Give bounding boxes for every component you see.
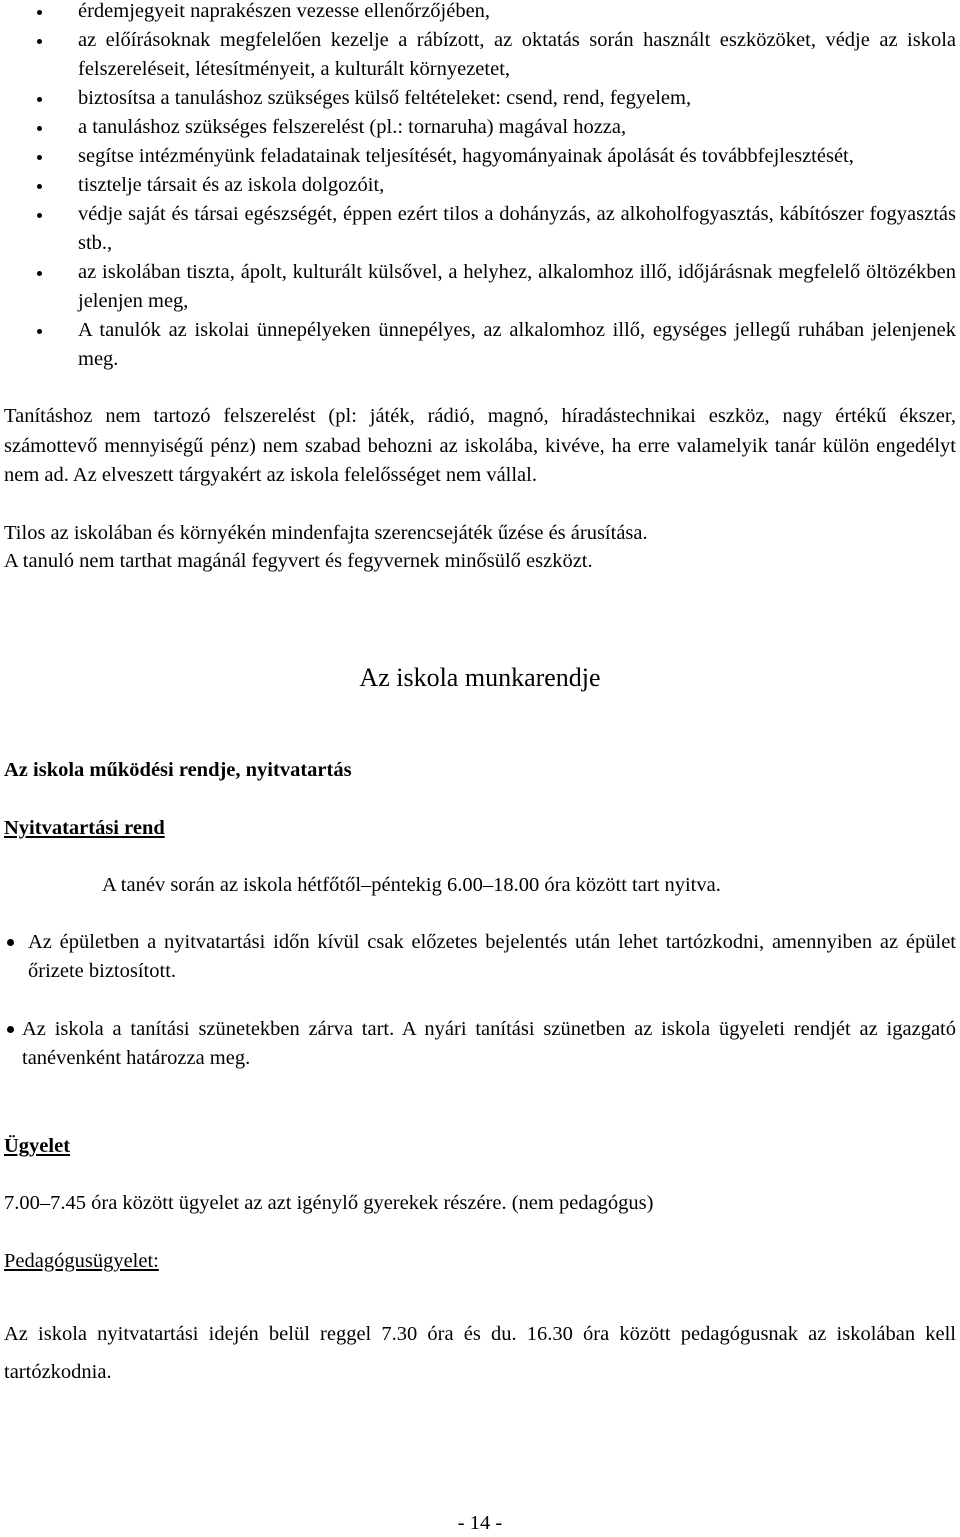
list-item: védje saját és társai egészségét, éppen ezért tilos a dohányzás, az alkoholfogyasztás, kábítószer fogyasztás stb., [0,200,960,258]
bullet-icon [37,126,42,131]
opening-hours-text: A tanév során az iskola hétfőtől–péntekig 6.00–18.00 óra között tart nyitva. [102,874,721,896]
list-item: az előírásoknak megfelelően kezelje a rábízott, az oktatás során használt eszközöket, védje az iskola felszereléseit, létesítményeit, a kulturált környezetet, [0,26,960,84]
list-item: Az épületben a nyitvatartási időn kívül csak előzetes bejelentés után lehet tartózkodni, amennyiben az épület őrizete biztosított. [28,928,956,986]
pedagogue-duty-text: Az iskola nyitvatartási idején belül reggel 7.30 óra és du. 16.30 óra között pedagógusnak az iskolában kell tartózkodnia. [4,1323,956,1383]
bullet-icon [37,184,42,189]
page-number: - 14 - [457,1512,503,1534]
section-title: Az iskola munkarendje [359,663,601,692]
list-item: a tanuláshoz szükséges felszerelést (pl.: tornaruha) magával hozza, [0,113,960,142]
pedagogue-duty-heading: Pedagógusügyelet: [4,1250,159,1272]
bullet-icon [37,155,42,160]
list-item: érdemjegyeit naprakészen vezesse ellenőrzőjében, [0,0,960,26]
list-item: Az iskola a tanítási szünetekben zárva tart. A nyári tanítási szünetben az iskola ügyeleti rendjét az igazgató tanévenként határozza meg. [22,1015,956,1073]
duty-heading: Ügyelet [4,1135,71,1157]
gambling-paragraph: Tilos az iskolában és környékén mindenfajta szerencsejáték űzése és árusítása. [4,522,648,544]
list-item: tisztelje társait és az iskola dolgozóit, [0,171,960,200]
weapons-paragraph: A tanuló nem tarthat magánál fegyvert és fegyvernek minősülő eszközt. [4,550,593,572]
list-item: segítse intézményünk feladatainak teljesítését, hagyományainak ápolását és továbbfejlesztését, [0,142,960,171]
subsection-title: Az iskola működési rendje, nyitvatartás [4,759,352,781]
student-duties-list [0,0,960,374]
duty-text: 7.00–7.45 óra között ügyelet az azt igénylő gyerekek részére. (nem pedagógus) [4,1192,654,1214]
bullet-icon [37,213,42,218]
opening-heading: Nyitvatartási rend [4,817,165,839]
bullet-icon [37,271,42,276]
bullet-icon [7,1026,14,1033]
bullet-icon [7,939,14,946]
list-item: az iskolában tiszta, ápolt, kulturált külsővel, a helyhez, alkalomhoz illő, időjárásnak megfelelő öltözékben jelenjen meg, [0,258,960,316]
bullet-icon [37,329,42,334]
list-item: biztosítsa a tanuláshoz szükséges külső feltételeket: csend, rend, fegyelem, [0,84,960,113]
bullet-icon [37,97,42,102]
bullet-icon [37,39,42,44]
list-item: A tanulók az iskolai ünnepélyeken ünnepélyes, az alkalomhoz illő, egységes jellegű ruhában jelenjenek meg. [0,316,960,374]
equipment-paragraph: Tanításhoz nem tartozó felszerelést (pl: játék, rádió, magnó, híradástechnikai eszköz, nagy értékű ékszer, számottevő mennyiségű pénz) nem szabad behozni az iskolába, kivéve, ha erre valamelyik tanár külön engedélyt nem ad. Az elveszett tárgyakért az iskola felelősséget nem vállal. [4,405,956,486]
bullet-icon [37,10,42,15]
